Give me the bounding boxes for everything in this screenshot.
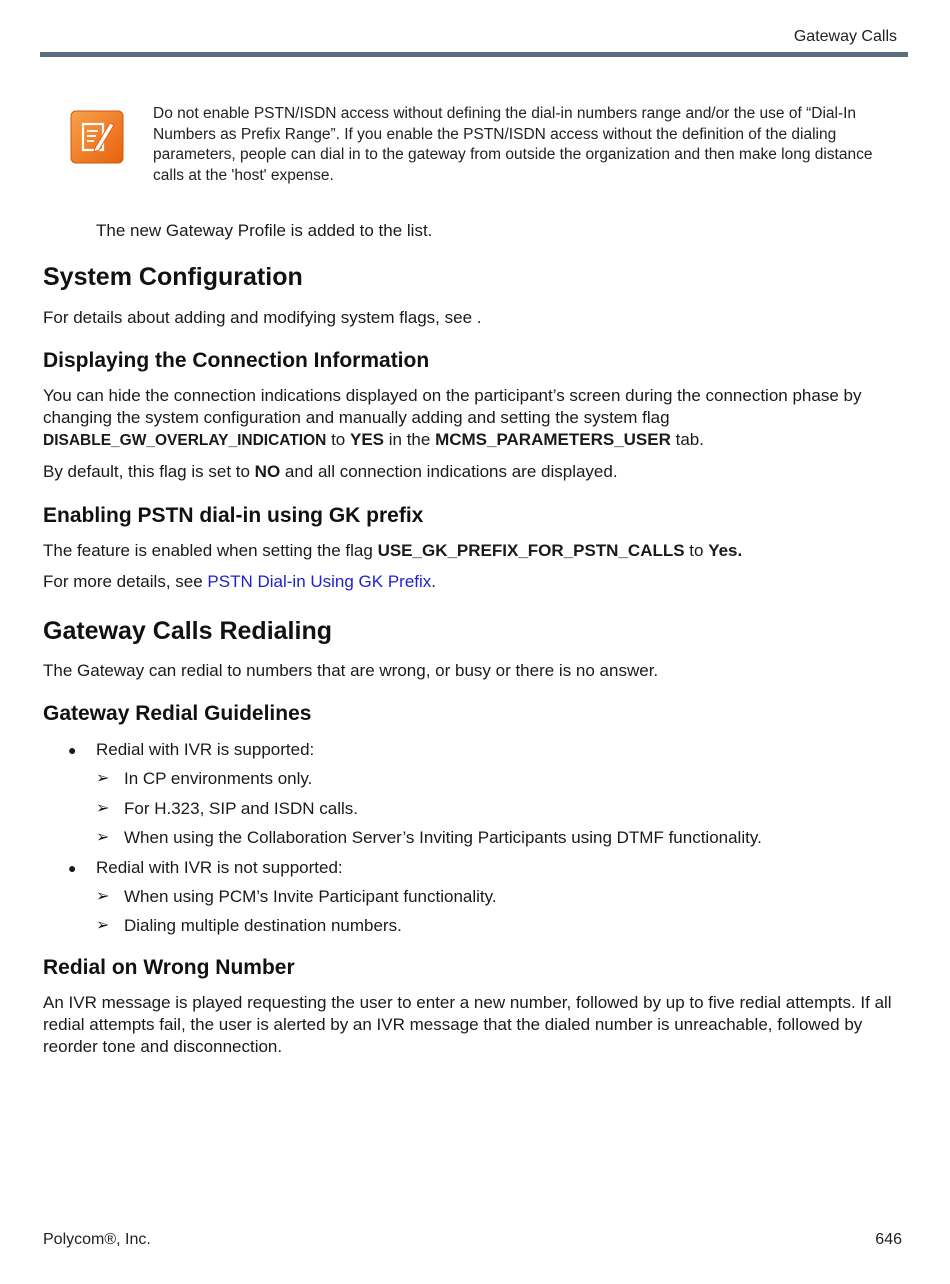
heading-gateway-redial-guidelines: Gateway Redial Guidelines [43, 702, 312, 725]
bullet-dot-icon: ● [68, 860, 77, 876]
heading-displaying-connection-information: Displaying the Connection Information [43, 349, 430, 372]
text-in-the: in the [384, 430, 436, 449]
note-text: Do not enable PSTN/ISDN access without defining the dial-in numbers range and/or the use of “Dial-In Numbers as Prefix Range”. If you enable the PSTN/ISDN access without the definition of the dialing parameters, people can dial in to the gateway from outside the organization and then make long distance calls at the 'host' expense. [153, 105, 873, 184]
bullet-text: Redial with IVR is supported: [96, 740, 315, 759]
sub-bullet-text: For H.323, SIP and ISDN calls. [124, 799, 359, 818]
arrow-bullet-icon: ➢ [96, 800, 110, 817]
display-conn-text: You can hide the connection indications displayed on the participant’s screen during the connection phase by changing the system configuration and manually adding and setting the system flag [43, 386, 862, 427]
sub-bullet-text: When using PCM’s Invite Participant functionality. [124, 887, 497, 906]
default-text: By default, this flag is set to [43, 462, 255, 481]
heading-system-configuration: System Configuration [43, 263, 303, 291]
pstn-prefix-paragraph-1 [43, 540, 742, 562]
pstn-dial-in-link[interactable]: PSTN Dial-in Using GK Prefix [207, 572, 432, 591]
arrow-bullet-icon: ➢ [96, 770, 110, 787]
flag-use-gk-prefix: USE_GK_PREFIX_FOR_PSTN_CALLS [377, 541, 685, 560]
arrow-bullet-icon: ➢ [96, 829, 110, 846]
period: . [431, 572, 437, 591]
display-conn-paragraph-1 [43, 385, 905, 452]
arrow-bullet-icon: ➢ [96, 917, 110, 934]
default-text-end: and all connection indications are displayed. [280, 462, 618, 481]
bullet-dot-icon: ● [68, 742, 77, 758]
footer-page-number: 646 [875, 1231, 902, 1248]
flag-disable-gw-overlay: DISABLE_GW_OVERLAY_INDICATION [43, 432, 327, 449]
heading-gateway-calls-redialing: Gateway Calls Redialing [43, 617, 332, 645]
bullet-text: Redial with IVR is not supported: [96, 858, 343, 877]
system-config-paragraph: For details about adding and modifying system flags, see . [43, 308, 482, 327]
display-conn-paragraph-2 [43, 461, 618, 483]
text-to: to [684, 541, 709, 560]
text-to: to [326, 430, 350, 449]
sub-bullet-text: In CP environments only. [124, 769, 313, 788]
footer-company: Polycom®, Inc. [43, 1231, 151, 1248]
pstn-text: The feature is enabled when setting the flag [43, 541, 378, 560]
redialing-paragraph: The Gateway can redial to numbers that are wrong, or busy or there is no answer. [43, 661, 659, 680]
more-details-text: For more details, see [43, 572, 208, 591]
page-header-title: Gateway Calls [793, 28, 897, 45]
intro-paragraph: The new Gateway Profile is added to the list. [96, 221, 433, 240]
tab-name-mcms: MCMS_PARAMETERS_USER [435, 430, 671, 449]
pstn-prefix-paragraph-2 [43, 571, 436, 593]
value-no: NO [254, 462, 281, 481]
header-divider [40, 52, 908, 57]
heading-enabling-pstn-dial-in: Enabling PSTN dial-in using GK prefix [43, 504, 424, 527]
sub-bullet-text: When using the Collaboration Server’s Inviting Participants using DTMF functionality. [124, 828, 762, 847]
wrong-number-paragraph: An IVR message is played requesting the user to enter a new number, followed by up to five redial attempts. If all redial attempts fail, the user is alerted by an IVR message that the dialed number is unreachable, followed by reorder tone and disconnection. [43, 993, 892, 1056]
text-tab: tab. [670, 430, 704, 449]
note-pencil-icon [70, 110, 124, 164]
value-yes: Yes. [708, 541, 743, 560]
value-yes: YES [349, 430, 385, 449]
heading-redial-on-wrong-number: Redial on Wrong Number [43, 956, 295, 979]
arrow-bullet-icon: ➢ [96, 888, 110, 905]
sub-bullet-text: Dialing multiple destination numbers. [124, 916, 402, 935]
